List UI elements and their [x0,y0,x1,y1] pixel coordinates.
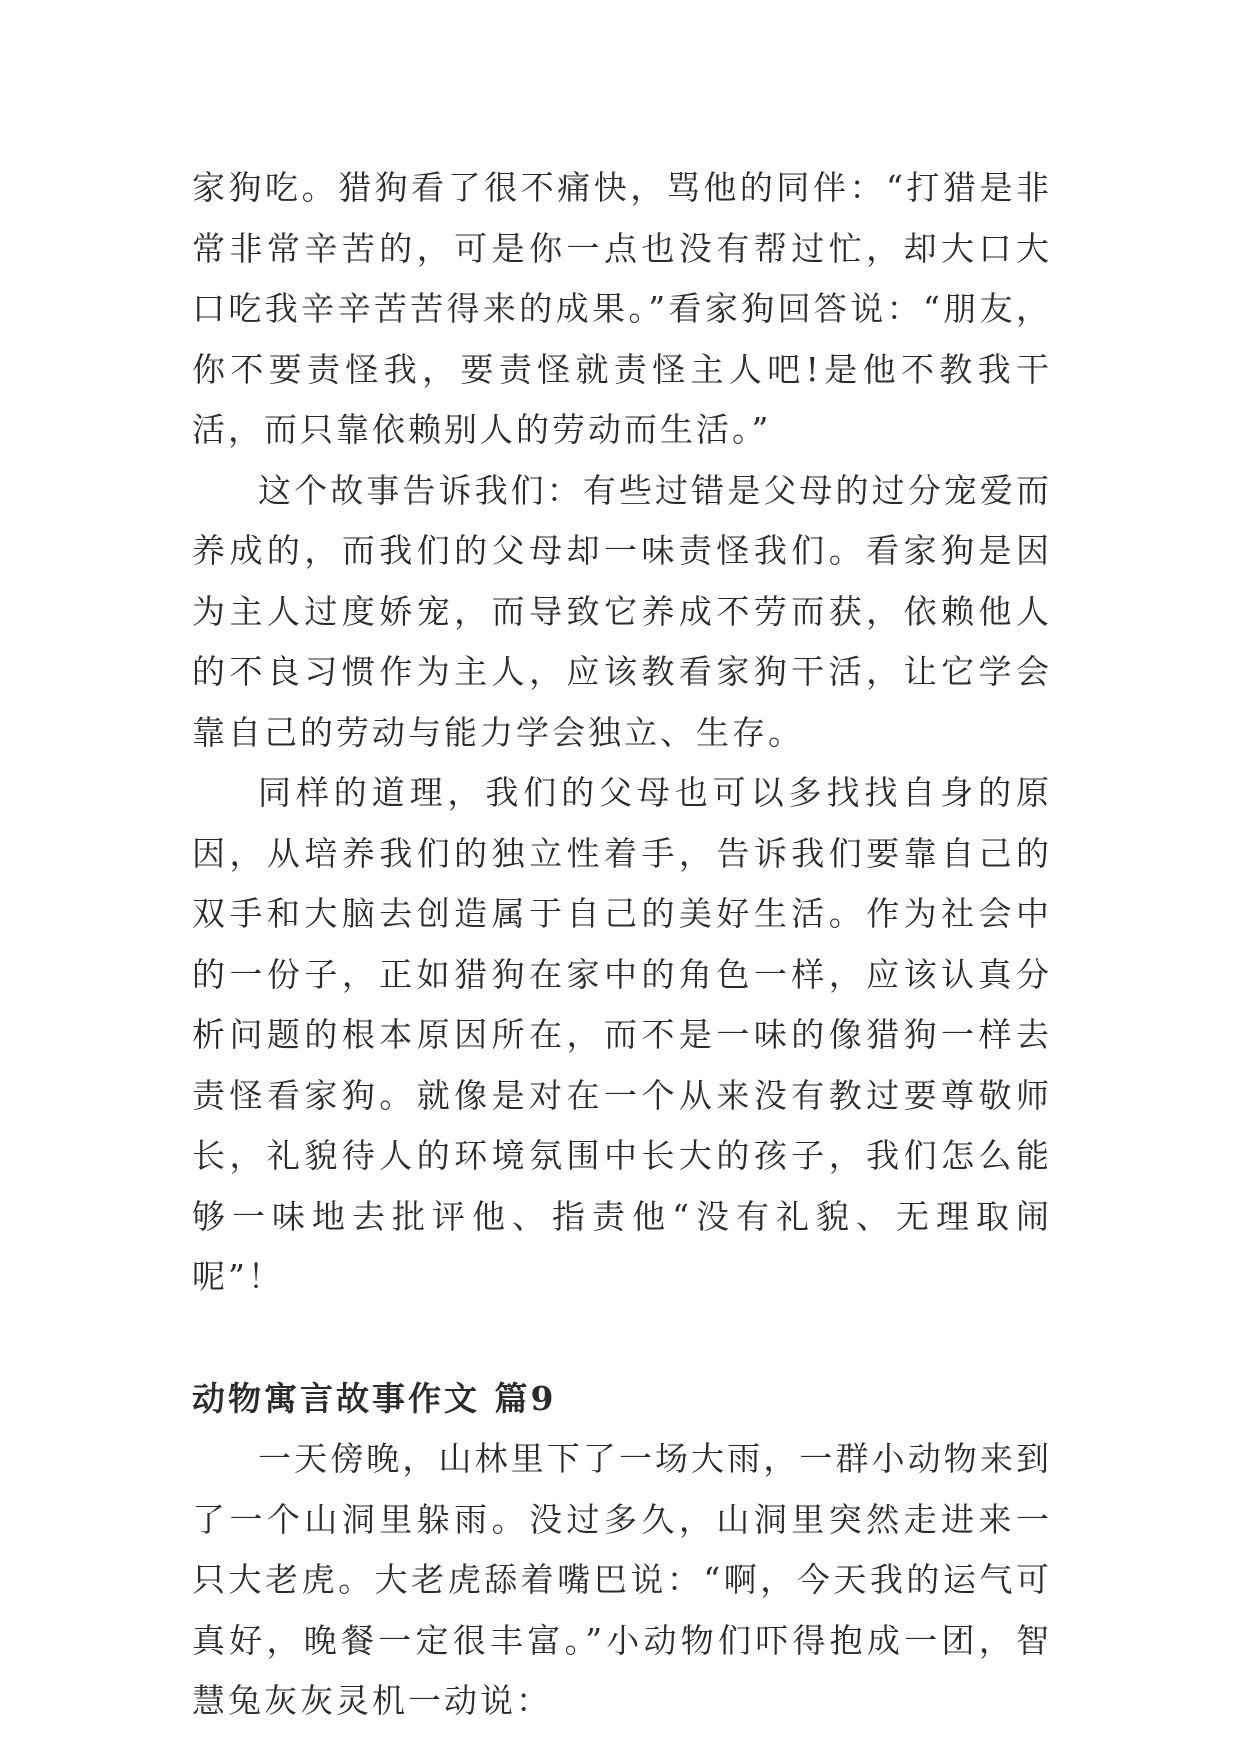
section-heading: 动物寓言故事作文 篇9 [192,1378,557,1418]
paragraph-3: 同样的道理，我们的父母也可以多找找自身的原因，从培养我们的独立性着手，告诉我们要靠自己的双手和大脑去创造属于自己的美好生活。作为社会中的一份子，正如猎狗在家中的角色一样，应该认真分析问题的根本原因所在，而不是一味的像猎狗一样去责怪看家狗。就像是对在一个从来没有教过要尊敬师长，礼貌待人的环境氛围中长大的孩子，我们怎么能够一味地去批评他、指责他“没有礼貌、无理取闹呢”！ [192,773,1052,1296]
document-body [192,158,1052,1732]
paragraph-2: 这个故事告诉我们：有些过错是父母的过分宠爱而养成的，而我们的父母却一味责怪我们。看家狗是因为主人过度娇宠，而导致它养成不劳而获，依赖他人的不良习惯作为主人，应该教看家狗干活，让它学会靠自己的劳动与能力学会独立、生存。 [192,470,1052,752]
paragraph-1: 家狗吃。猎狗看了很不痛快，骂他的同伴：“打猎是非常非常辛苦的，可是你一点也没有帮过忙，却大口大口吃我辛辛苦苦得来的成果。”看家狗回答说：“朋友，你不要责怪我，要责怪就责怪主人吧!是他不教我干活，而只靠依赖别人的劳动而生活。” [192,168,1052,449]
section-paragraph-1: 一天傍晚，山林里下了一场大雨，一群小动物来到了一个山洞里躲雨。没过多久，山洞里突然走进来一只大老虎。大老虎舔着嘴巴说：“啊，今天我的运气可真好，晚餐一定很丰富。”小动物们吓得抱成一团，智慧兔灰灰灵机一动说： [192,1439,1052,1720]
